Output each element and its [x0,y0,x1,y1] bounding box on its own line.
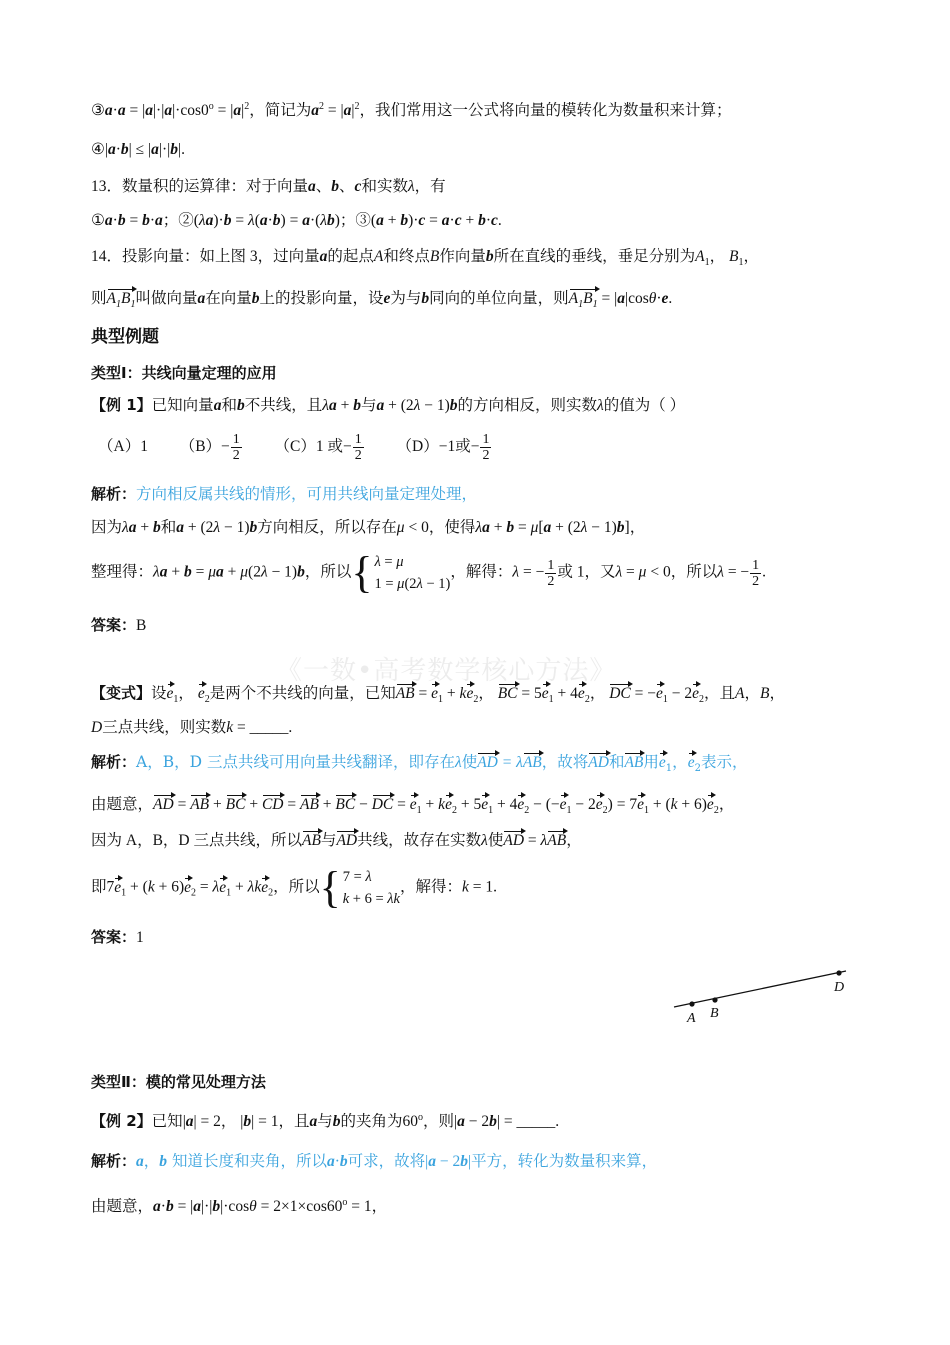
point-b [712,997,717,1002]
variant-question-line2: D三点共线，则实数k = _____. [91,719,293,736]
variant-step2: 因为 A，B，D 三点共线，所以AB与AD共线，故存在实数λ使AD = λAB， [91,830,582,852]
label-d: D [834,980,845,995]
option-b[interactable]: （B）− $\frac{1}{2}$ [179,432,240,463]
type-1-title: 类型Ⅰ：共线向量定理的应用 [91,364,277,382]
item-14-line1: 14．投影向量：如上图 3，过向量a的起点A和终点B作向量b所在直线的垂线，垂足分别为$A_1$， $B_1$， [91,248,759,269]
type-2-title: 类型Ⅱ：模的常见处理方法 [91,1073,266,1091]
variant-question: 【变式】设$e_1$， $e_2$是两个不共线的向量，已知AB = $e_1 + ke_2$， BC = $5e_1 + 4e_2$， DC = $-e_1 - 2e_2$，且A，B， [91,684,786,706]
variant-analysis: 解析：A，B，D 三点共线可用向量共线翻译，即存在λ使AD = λAB，故将AD和AB用$e_1$，$e_2$表示， [91,753,748,775]
line-segment [674,971,846,1007]
option-c[interactable]: （C）1 或− $\frac{1}{2}$ [274,432,362,463]
example-1-answer: 答案：B [91,616,147,634]
item-13-laws: ①a·b = b·a；②(λa)·b = λ(a·b) = a·(λb)；③(a + b)·c = a·c + b·c. [91,212,502,229]
example-1-options [98,432,492,463]
example-1-question: 【例 1】已知向量a和b不共线，且λa + b与a + (2λ − 1)b的方向相反，则实数λ的值为（ ） [91,396,686,414]
property-3: ③a·a = $|a|\cdot|a|\cdot\cos 0^o = |a|^2$，简记为$a^2 = |a|^2$，我们常用这一公式将向量的模转化为数量积来计算； [91,101,732,120]
answer-blank-2[interactable]: _____ [516,1113,556,1131]
section-title: 典型例题 [91,327,159,347]
option-d[interactable]: （D）−1或− $\frac{1}{2}$ [396,432,490,463]
item-13: 13．数量积的运算律：对于向量a、b、c和实数λ，有 [91,178,446,195]
collinear-points-diagram [660,960,880,1030]
example-2-analysis: 解析：a，b 知道长度和夹角，所以a·b可求，故将|a − 2b|平方，转化为数量积来算， [91,1152,658,1170]
property-4: ④|a·b| ≤ |a|·|b|. [91,141,185,158]
example-1-step2: 整理得：λa + b = μa + μ(2λ − 1)b，所以 { λ = μ 1 = μ(2λ − 1) ，解得：λ = − $\frac{1}{2}$ 或 1，又λ = μ < 0，所以λ = − $\frac{1}{2}$ . [91,548,767,597]
watermark: 《一数•高考数学核心方法》 [276,656,617,686]
example-2-question: 【例 2】已知|a| = 2， |b| = 1，且a与b的夹角为60$^o$，则|a − 2b| = _____. [91,1112,560,1131]
answer-blank[interactable]: _____ [249,719,289,736]
variant-answer: 答案：1 [91,928,144,946]
point-d [836,970,841,975]
example-2-step1: 由题意，$a\cdot b = |a|\cdot|b|\cdot\cos\theta = 2\times 1\times\cos 60^o = 1$， [91,1197,388,1216]
option-a[interactable]: （A）1 [98,438,148,456]
example-1-step1: 因为λa + b和a + (2λ − 1)b方向相反，所以存在μ < 0，使得λa + b = μ[a + (2λ − 1)b]， [91,519,646,536]
label-a: A [687,1011,696,1026]
label-b: B [710,1006,719,1021]
variant-step1: 由题意，AD = AB + BC + CD = AB + BC − DC = $e_1 + ke_2 + 5e_1 + 4e_2 - (-e_1 - 2e_2) = 7e_1 + (k + 6)e_2$， [91,796,735,817]
point-a [689,1001,694,1006]
item-14-line2: 则$A_1B_1$叫做向量a在向量b上的投影向量，设e为与b同向的单位向量，则$A_1B_1 = |a|\cos\theta\cdot e$. [91,288,672,316]
example-1-analysis: 解析：方向相反属共线的情形，可用共线向量定理处理， [91,485,478,503]
variant-step3: 即$7e_1 + (k + 6)e_2 = \lambda e_1 + \lambda ke_2$，所以 { 7 = λ k + 6 = λk ，解得：k = 1. [91,863,498,912]
